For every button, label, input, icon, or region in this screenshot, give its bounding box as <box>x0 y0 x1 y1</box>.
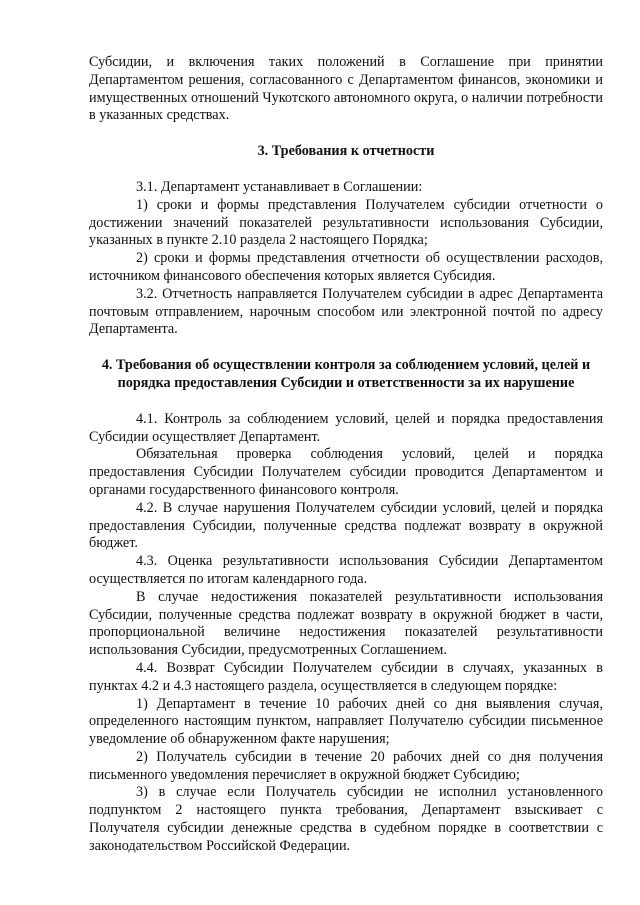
paragraph-4-4-item-3: 3) в случае если Получатель субсидии не исполнил установленного подпунктом 2 настоящего пункта требования, Департамент взыскивает с Получателя субсидии денежные средства в судебном порядке в соответствии с законодательством Российской Федерации. <box>89 784 603 854</box>
paragraph-4-4: 4.4. Возврат Субсидии Получателем субсидии в случаях, указанных в пунктах 4.2 и 4.3 настоящего раздела, осуществляется в следующем порядке: <box>89 659 603 694</box>
paragraph-4-2: 4.2. В случае нарушения Получателем субсидии условий, целей и порядка предоставления Субсидии, полученные средства подлежат возврату в окружной бюджет. <box>89 499 603 552</box>
continuation-paragraph: Субсидии, и включения таких положений в Соглашение при принятии Департаментом решения, согласованного с Департаментом финансов, экономики и имущественных отношений Чукотского автономного округа, о наличии потребности в указанных средствах. <box>89 54 603 124</box>
paragraph-4-1: 4.1. Контроль за соблюдением условий, целей и порядка предоставления Субсидии осуществляет Департамент. <box>89 410 603 445</box>
paragraph-3-1-item-2: 2) сроки и формы представления отчетности об осуществлении расходов, источником финансового обеспечения которых является Субсидия. <box>89 250 603 284</box>
paragraph-4-4-item-2: 2) Получатель субсидии в течение 20 рабочих дней со дня получения письменного уведомления перечисляет в окружной бюджет Субсидию; <box>89 748 603 783</box>
section-4-title: 4. Требования об осуществлении контроля за соблюдением условий, целей и порядка предоставления Субсидии и ответственности за их нарушение <box>101 357 591 391</box>
paragraph-3-1-item-1: 1) сроки и формы представления Получателем субсидии отчетности о достижении значений показателей результативности использования Субсидии, указанных в пункте 2.10 раздела 2 настоящего Порядка; <box>89 196 603 249</box>
paragraph-4-1-check: Обязательная проверка соблюдения условий, целей и порядка предоставления Субсидии Получателем субсидии проводится Департаментом и органами государственного финансового контроля. <box>89 446 603 498</box>
paragraph-3-1: 3.1. Департамент устанавливает в Соглашении: <box>136 178 423 195</box>
paragraph-4-4-item-1: 1) Департамент в течение 10 рабочих дней со дня выявления случая, определенного настоящим пунктом, направляет Получателю субсидии письменное уведомление об обнаруженном факте нарушения; <box>89 695 603 748</box>
paragraph-4-3: 4.3. Оценка результативности использования Субсидии Департаментом осуществляется по итогам календарного года. <box>89 553 603 587</box>
document-page <box>89 54 603 856</box>
paragraph-4-3-shortfall: В случае недостижения показателей результативности использования Субсидии, полученные средства подлежат возврату в окружной бюджет в части, пропорциональной величине недостижения показателей результативности использования Субсидии, предусмотренных Соглашением. <box>89 588 603 659</box>
paragraph-3-2: 3.2. Отчетность направляется Получателем субсидии в адрес Департамента почтовым отправлением, нарочным способом или электронной почтой по адресу Департамента. <box>89 285 603 338</box>
section-3-title: 3. Требования к отчетности <box>257 143 435 160</box>
